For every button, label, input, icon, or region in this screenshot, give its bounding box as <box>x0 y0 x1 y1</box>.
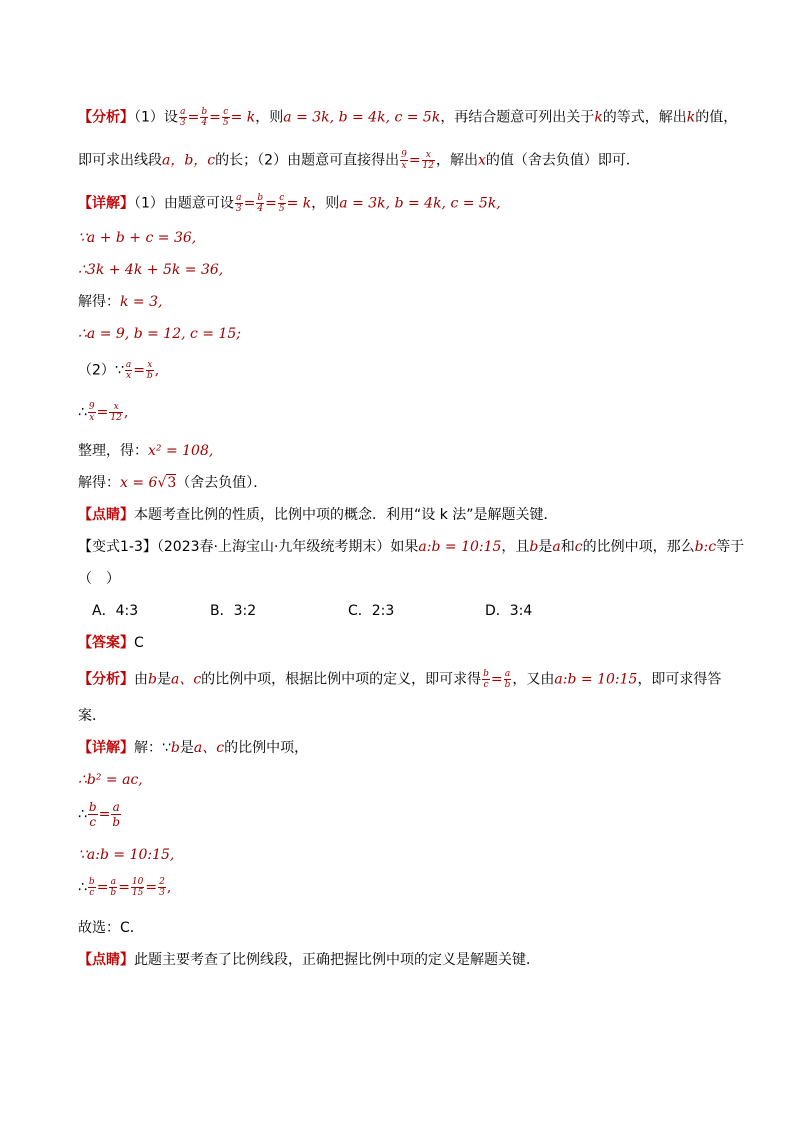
text: ，又由 <box>512 671 555 688</box>
answer-tag: 【答案】 <box>78 635 134 651</box>
math: k <box>594 109 603 126</box>
fraction <box>131 877 144 898</box>
math: b:c <box>694 539 717 555</box>
eq-b-squared: ∴b² = ac, <box>78 772 143 788</box>
eq-sum: ∵a + b + c = 36, <box>78 230 197 246</box>
option-b: B．3:2 <box>210 603 257 619</box>
math: a = 3k, b = 4k, c = 5k <box>283 109 441 126</box>
denominator: 3 <box>179 118 186 128</box>
text: 的比例中项， <box>224 740 309 756</box>
math: 3 <box>167 475 177 491</box>
text: 等于 <box>716 539 745 555</box>
text: ，解出 <box>436 152 478 169</box>
result-abc: ∴a = 9, b = 12, c = 15; <box>78 326 242 342</box>
denominator: 15 <box>131 888 144 898</box>
math: x² = 108, <box>148 443 214 459</box>
numerator: c <box>279 193 285 203</box>
numerator: c <box>223 107 229 117</box>
math: x = 6 <box>120 475 158 491</box>
numerator: x <box>109 402 122 413</box>
variant-line <box>78 537 744 557</box>
fraction <box>125 360 132 381</box>
denominator: x <box>401 161 407 171</box>
denominator: b <box>110 888 117 898</box>
solve2-line: 解得：x = 6√3（舍去负值）． <box>78 475 268 491</box>
detail2-line-1 <box>78 738 308 758</box>
fraction <box>235 193 243 214</box>
denominator: b <box>146 371 153 381</box>
math: c <box>574 539 583 555</box>
numerator: b <box>88 800 97 814</box>
numerator: a <box>180 107 186 117</box>
denominator: c <box>89 888 95 898</box>
text: （2023春·上海宝山·九年级统考期末）如果 <box>156 539 419 555</box>
math: k <box>686 109 696 126</box>
solve-k <box>78 292 162 312</box>
math: b <box>529 539 539 555</box>
denominator: 12 <box>110 413 122 423</box>
choose-line: 故选：C． <box>78 920 144 936</box>
text: 解得： <box>78 475 120 491</box>
text: 的值， <box>695 109 738 126</box>
eq-ratio: ∵a:b = 10:15, <box>78 847 175 863</box>
denominator: 5 <box>222 118 229 128</box>
text: 本题考查比例的性质，比例中项的概念．利用“设 k 法”是解题关键． <box>134 507 558 523</box>
fraction <box>109 402 122 423</box>
text: 的等式，解出 <box>602 109 687 126</box>
analysis2-line-2: 案． <box>78 708 106 724</box>
denominator: 3 <box>235 204 242 214</box>
text: （2）∵ <box>78 362 124 379</box>
denominator: c <box>89 815 97 829</box>
analysis-line-2: 即可求出线段a，b，c的长；（2）由题意可直接得出 $\frac{9}{x}$ = $\frac{x}{12}$ ，解出x的值（舍去负值）即可． <box>78 150 640 171</box>
math: a、c <box>170 671 202 688</box>
text: ∴ <box>78 806 87 823</box>
text: ，即可求得答 <box>637 671 722 688</box>
numerator: a <box>125 360 132 370</box>
math: a、c <box>193 740 225 756</box>
comment-line-2 <box>78 950 540 970</box>
fraction <box>400 150 408 171</box>
math: x <box>478 152 486 169</box>
numerator: x <box>147 360 153 370</box>
answer-value: C <box>134 635 144 651</box>
arrange-line <box>78 441 213 461</box>
option-c: C．2:3 <box>348 603 395 619</box>
denominator: c <box>483 680 489 690</box>
text: 此题主要考查了比例线段，正确把握比例中项的定义是解题关键． <box>134 952 540 968</box>
text: 和 <box>560 539 575 555</box>
fraction <box>88 877 96 898</box>
denominator: 3 <box>159 888 165 898</box>
text: 的长；（2）由题意可直接得出 <box>215 152 400 169</box>
text: 解：∵ <box>134 740 171 756</box>
option-a: A．4:3 <box>92 603 139 619</box>
numerator: a <box>112 800 120 814</box>
variant-paren: （ ） <box>78 571 120 587</box>
analysis-tag: 【分析】 <box>78 109 134 126</box>
therefore-line: ∴ $\frac{9}{x}$ = $\frac{x}{12}$ , <box>78 402 129 423</box>
fraction <box>278 193 286 214</box>
text: 由 <box>134 671 148 688</box>
text: 的值（舍去负值）即可． <box>485 152 640 169</box>
denominator: x <box>89 413 95 423</box>
text: 是 <box>538 539 553 555</box>
denominator: x <box>125 371 132 381</box>
numerator: 2 <box>159 877 165 887</box>
option-d: D．3:4 <box>485 603 533 619</box>
comment-line-1 <box>78 505 558 525</box>
text: ，且 <box>501 539 530 555</box>
text: 整理，得： <box>78 443 148 459</box>
numerator: b <box>201 107 208 117</box>
denominator: 4 <box>257 204 264 214</box>
text: ∴ <box>78 879 87 896</box>
fraction <box>88 402 96 423</box>
text: ，再结合题意可列出关于 <box>440 109 595 126</box>
fraction <box>256 193 264 214</box>
denominator: b <box>112 815 121 829</box>
fraction <box>111 800 121 829</box>
fraction <box>482 669 490 690</box>
ratio-line: ∴ $\frac{b}{c}$ = $\frac{a}{b}$ <box>78 800 121 829</box>
ratio-result-line: ∴ $\frac{b}{c}$ = $\frac{a}{b}$ = $\frac{10}{15}$ = $\frac{2}{3}$ , <box>78 877 172 898</box>
denominator: 5 <box>278 204 285 214</box>
comment-tag: 【点睛】 <box>78 507 134 523</box>
math: a:b = 10:15 <box>554 671 638 688</box>
fraction <box>146 360 154 381</box>
math: k = 3, <box>120 294 163 310</box>
numerator: 9 <box>401 150 407 160</box>
part2-line: （2）∵ $\frac{a}{x}$ = $\frac{x}{b}$ , <box>78 360 160 381</box>
text: 即可求出线段 <box>78 152 162 169</box>
analysis-line-1: 【分析】（1）设 $\frac{a}{3}$ = $\frac{b}{4}$ = $\frac{c}{5}$ = k，则a = 3k, b = 4k, c = 5k，再结合题意可列出关于k的等式，解出k的值， <box>78 107 738 128</box>
text: ，则 <box>311 195 340 212</box>
text: 解得： <box>78 294 120 310</box>
numerator: 9 <box>88 402 95 412</box>
numerator: a <box>110 877 116 887</box>
detail-tag: 【详解】 <box>78 740 134 756</box>
numerator: b <box>257 193 264 203</box>
numerator: a <box>504 669 511 679</box>
fraction <box>222 107 230 128</box>
text: （1）由题意可设 <box>134 195 234 212</box>
answer-line <box>78 633 144 653</box>
math: b <box>170 740 180 756</box>
math: a，b，c <box>162 152 216 169</box>
text: （1）设 <box>134 109 178 126</box>
math: a:b = 10:15 <box>418 539 502 555</box>
numerator: b <box>483 669 489 679</box>
numerator: a <box>236 193 242 203</box>
variant-tag: 【变式1-3】 <box>78 539 157 555</box>
fraction <box>158 877 166 898</box>
math: b <box>148 671 157 688</box>
math: = k <box>230 109 256 126</box>
text: ∴ <box>78 404 87 421</box>
analysis-tag: 【分析】 <box>78 671 134 688</box>
text: 是 <box>156 671 171 688</box>
fraction <box>504 669 512 690</box>
denominator: b <box>504 680 511 690</box>
text: 是 <box>179 740 194 756</box>
fraction <box>109 877 117 898</box>
fraction <box>422 150 435 171</box>
text: 的比例中项，那么 <box>582 539 695 555</box>
text: （舍去负值）． <box>176 475 268 491</box>
denominator: 4 <box>201 118 208 128</box>
text: 的比例中项，根据比例中项的定义，即可求得 <box>201 671 482 688</box>
text: ，则 <box>255 109 284 126</box>
detail-tag: 【详解】 <box>78 195 134 212</box>
math: a <box>552 539 561 555</box>
numerator: 10 <box>131 877 144 887</box>
comment-tag: 【点睛】 <box>78 952 134 968</box>
numerator: b <box>88 877 95 887</box>
fraction <box>88 800 98 829</box>
fraction <box>200 107 208 128</box>
analysis2-line-1: 【分析】由b是a、c的比例中项，根据比例中项的定义，即可求得 $\frac{b}{c}$ = $\frac{a}{b}$ ，又由a:b = 10:15，即可求得答 <box>78 669 722 690</box>
math: = k <box>286 195 312 212</box>
numerator: x <box>422 150 435 161</box>
detail-line-1: 【详解】（1）由题意可设 $\frac{a}{3}$ = $\frac{b}{4}$ = $\frac{c}{5}$ = k，则a = 3k, b = 4k, c = 5k, <box>78 193 501 214</box>
math: a = 3k, b = 4k, c = 5k, <box>339 195 501 212</box>
fraction <box>179 107 187 128</box>
eq-k: ∴3k + 4k + 5k = 36, <box>78 262 224 278</box>
denominator: 12 <box>422 161 434 171</box>
